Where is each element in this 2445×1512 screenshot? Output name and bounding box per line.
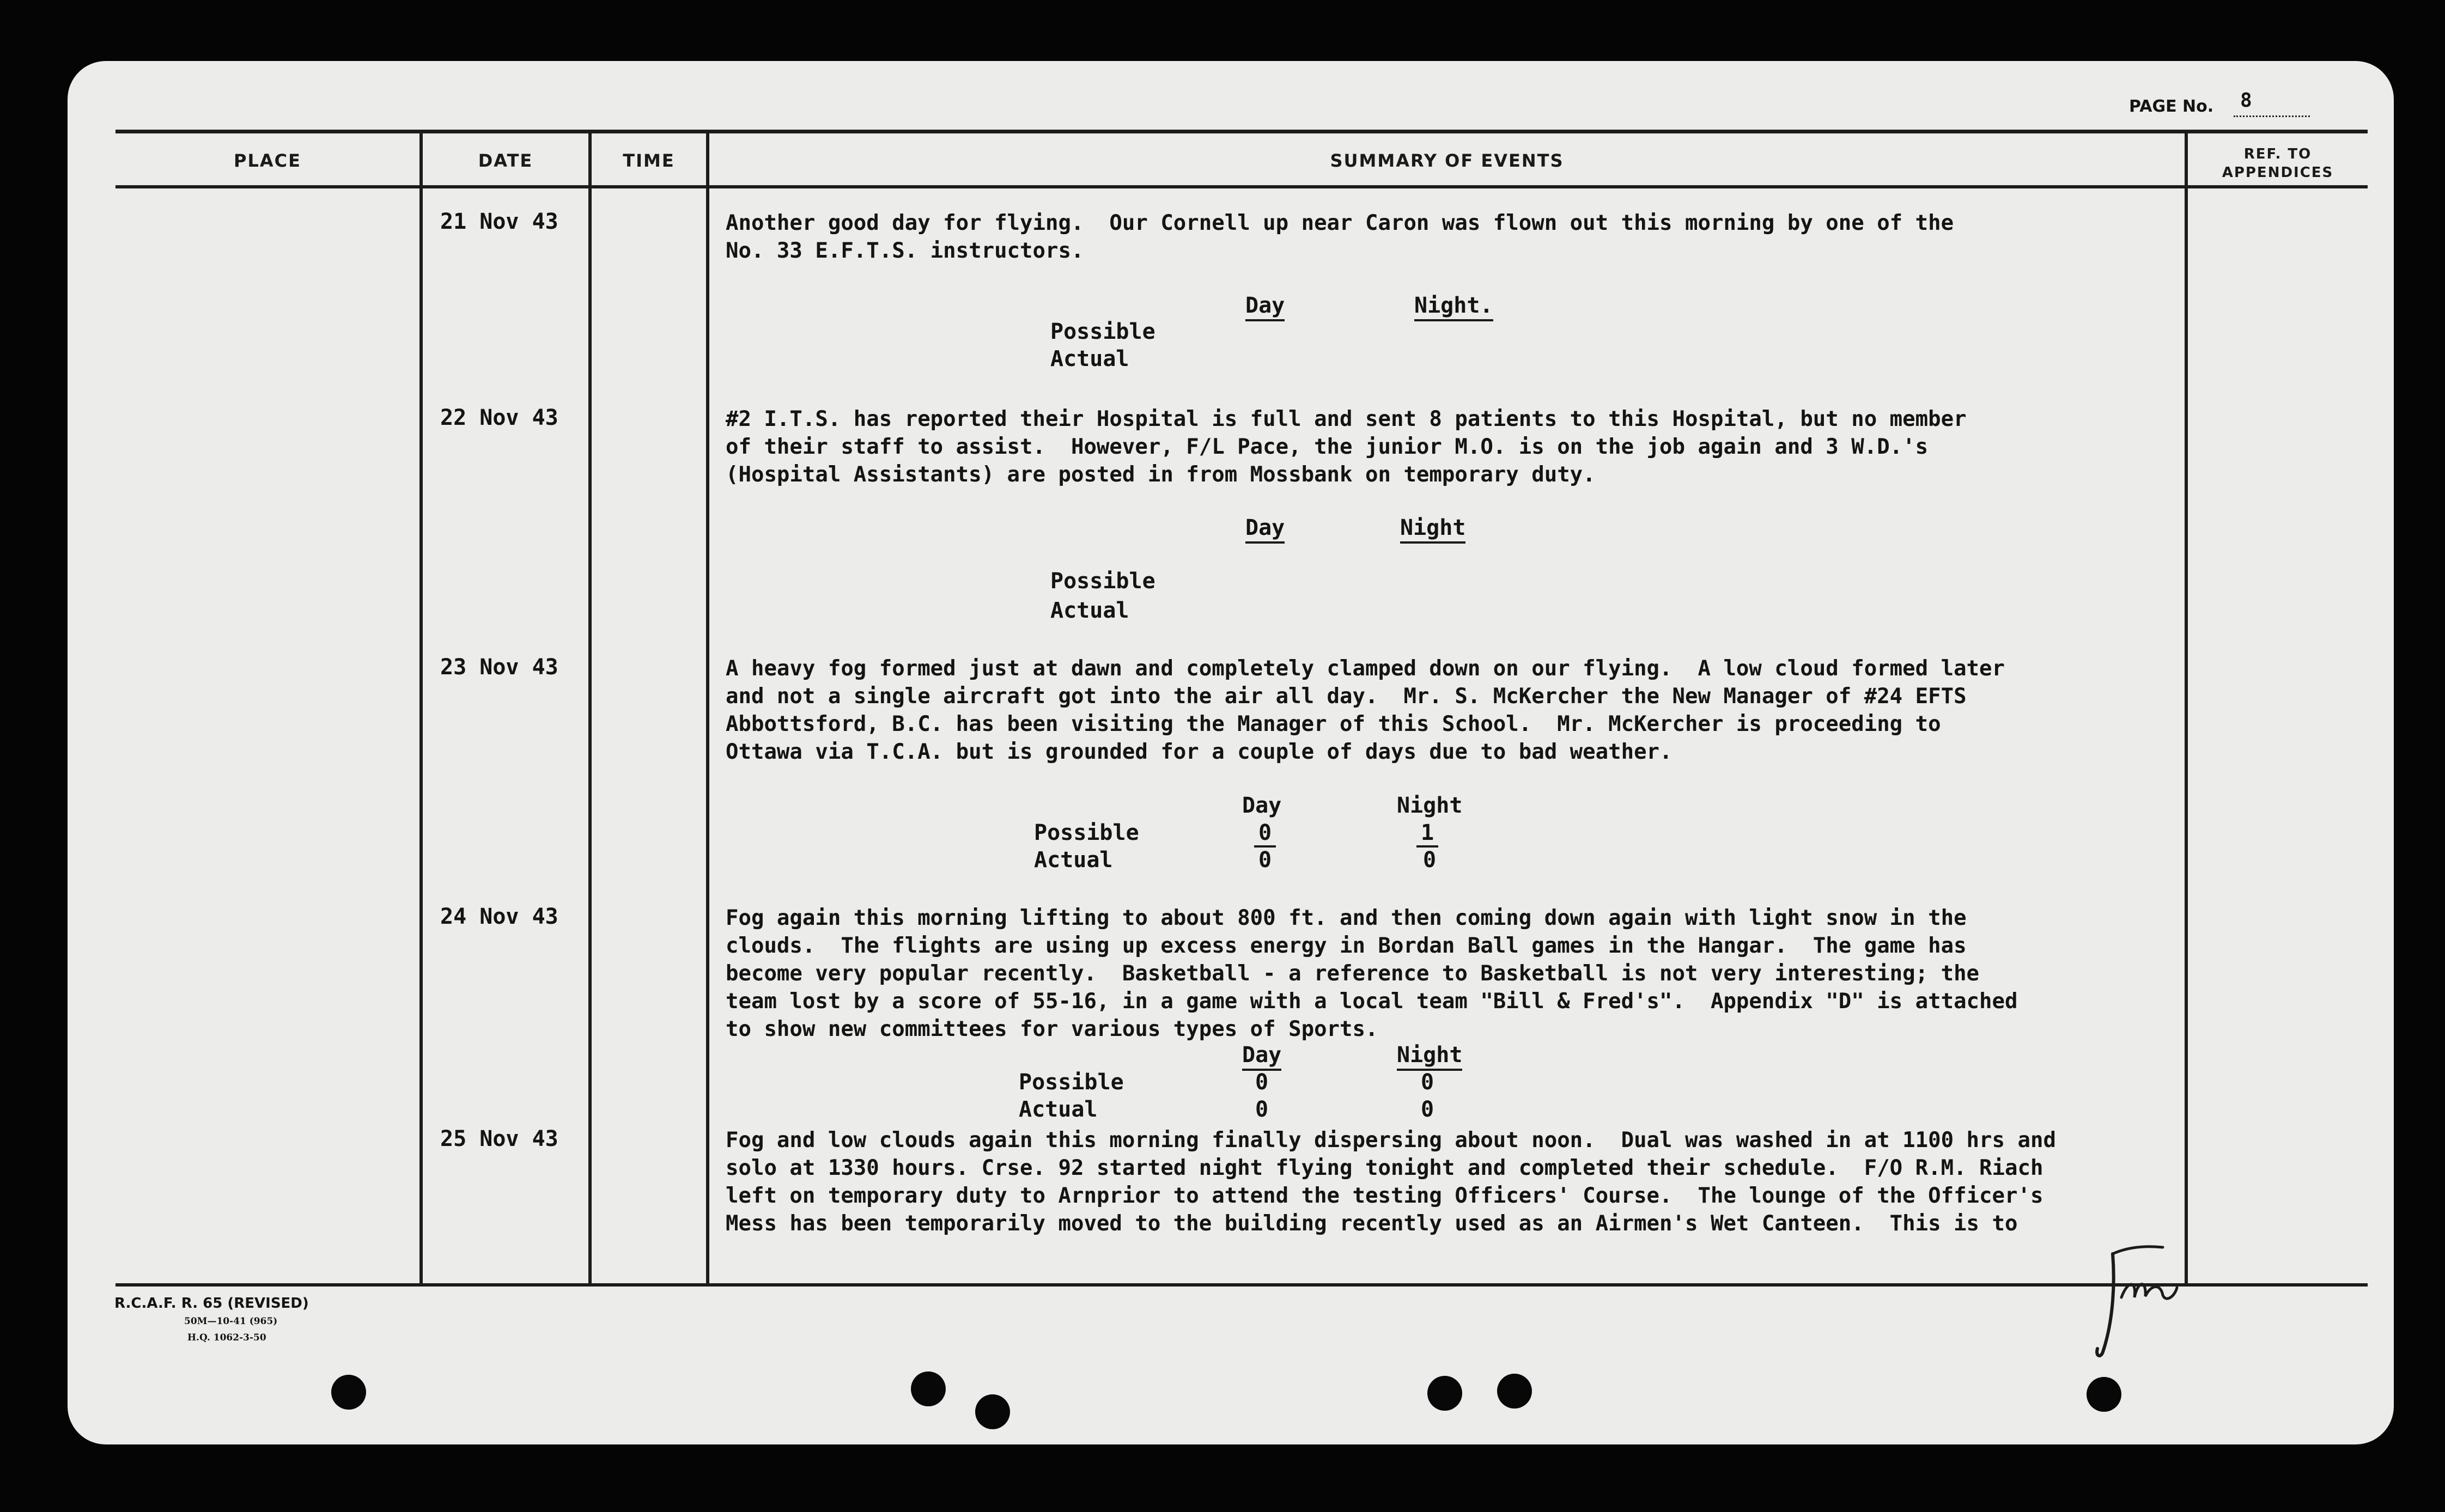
flying-table-possible-night: 0 <box>1421 1070 1434 1095</box>
page-number: 8 <box>2240 89 2252 112</box>
header-rule <box>115 185 2368 188</box>
entry-text: Fog again this morning lifting to about 800 ft. and then coming down again with light snow in the clouds. The flights are using up excess energy in Bordan Ball games in the Hangar. The game has become very popular recently. Basketball - a reference to Basketball is not very interesting; the team lost by a score of 55-16, in a game with a local team "Bill & Fred's". Appendix "D" is attached to show new committees for various types of Sports. <box>726 906 2018 1041</box>
punch-hole <box>2087 1377 2121 1412</box>
column-header-place: PLACE <box>234 150 301 171</box>
entry-date: 24 Nov 43 <box>440 904 558 929</box>
flying-table-night-header: Night <box>1397 1042 1462 1071</box>
flying-table-actual-night: 0 <box>1421 1097 1434 1122</box>
column-header-date: DATE <box>478 150 533 171</box>
column-header-time: TIME <box>623 150 675 171</box>
entry-date: 21 Nov 43 <box>440 209 558 234</box>
bottom-rule <box>115 1283 2368 1287</box>
punch-hole <box>1427 1376 1462 1411</box>
flying-table-possible-label: Possible <box>1019 1070 1124 1095</box>
flying-table-day-header: Day <box>1242 793 1282 818</box>
column-header-summary: SUMMARY OF EVENTS <box>1330 150 1564 171</box>
flying-table-possible-label: Possible <box>1050 569 1155 594</box>
flying-table-possible-label: Possible <box>1034 820 1139 845</box>
flying-table-day-header: Day <box>1245 515 1285 544</box>
form-hq-number: H.Q. 1062-3-50 <box>187 1332 266 1343</box>
flying-table-actual-day: 0 <box>1255 1097 1269 1122</box>
punch-hole <box>331 1375 366 1410</box>
col-divider-place <box>419 133 423 1285</box>
flying-table-actual-day: 0 <box>1258 848 1272 873</box>
column-header-ref-line1: REF. TO <box>2243 146 2312 162</box>
flying-table-actual-label: Actual <box>1034 848 1113 873</box>
entry-date: 23 Nov 43 <box>440 655 558 680</box>
column-header-ref-line2: APPENDICES <box>2222 164 2334 181</box>
flying-table-night-header: Night. <box>1414 293 1493 321</box>
punch-hole <box>975 1394 1010 1429</box>
punch-hole <box>1497 1374 1532 1409</box>
flying-table-night-header: Night <box>1400 515 1465 544</box>
flying-table-actual-night: 0 <box>1423 848 1437 873</box>
handwritten-initials <box>2081 1216 2185 1368</box>
flying-table-actual-label: Actual <box>1050 598 1129 623</box>
entry-text: #2 I.T.S. has reported their Hospital is full and sent 8 patients to this Hospital, but no member of their staff to assist. However, F/L Pace, the junior M.O. is on the job again and 3 W.D.'s (Hospital Assistants) are posted in from Mossbank on temporary duty. <box>726 407 1967 487</box>
entry-date: 22 Nov 43 <box>440 405 558 430</box>
flying-table-actual-label: Actual <box>1019 1097 1098 1122</box>
entry-text: Fog and low clouds again this morning finally dispersing about noon. Dual was washed in at 1100 hrs and solo at 1330 hours. Crse. 92 started night flying tonight and completed their schedule. F/O R.M. Riach left on temporary duty to Arnprior to attend the testing Officers' Course. The lounge of the Officer's Mess has been temporarily moved to the building recently used as an Airmen's Wet Canteen. This is to <box>726 1128 2056 1236</box>
flying-table-day-header: Day <box>1245 293 1285 321</box>
top-rule <box>115 130 2368 133</box>
page-number-label: PAGE No. <box>2129 97 2214 116</box>
entry-date: 25 Nov 43 <box>440 1126 558 1151</box>
entry-text: A heavy fog formed just at dawn and completely clamped down on our flying. A low cloud formed later and not a single aircraft got into the air all day. Mr. S. McKercher the New Manager of #24 EFTS Abbottsford, B.C. has been visiting the Manager of this School. Mr. McKercher is proceeding to Ottawa via T.C.A. but is grounded for a couple of days due to bad weather. <box>726 656 2005 764</box>
punch-hole <box>911 1371 946 1406</box>
flying-table-possible-day: 0 <box>1255 1070 1269 1095</box>
flying-table-actual-label: Actual <box>1050 346 1129 371</box>
page-number-rule <box>2234 115 2310 117</box>
col-divider-date <box>588 133 592 1285</box>
entry-text: Another good day for flying. Our Cornell up near Caron was flown out this morning by one of the No. 33 E.F.T.S. instructors. <box>726 211 1954 263</box>
form-print-run: 50M—10-41 (965) <box>184 1316 278 1327</box>
flying-table-night-header: Night <box>1397 793 1463 818</box>
flying-table-possible-day: 0 <box>1254 820 1276 848</box>
flying-table-possible-night: 1 <box>1416 820 1438 848</box>
flying-table-day-header: Day <box>1242 1042 1281 1071</box>
form-id: R.C.A.F. R. 65 (REVISED) <box>114 1295 309 1312</box>
col-divider-time <box>706 133 709 1285</box>
flying-table-possible-label: Possible <box>1050 319 1155 344</box>
